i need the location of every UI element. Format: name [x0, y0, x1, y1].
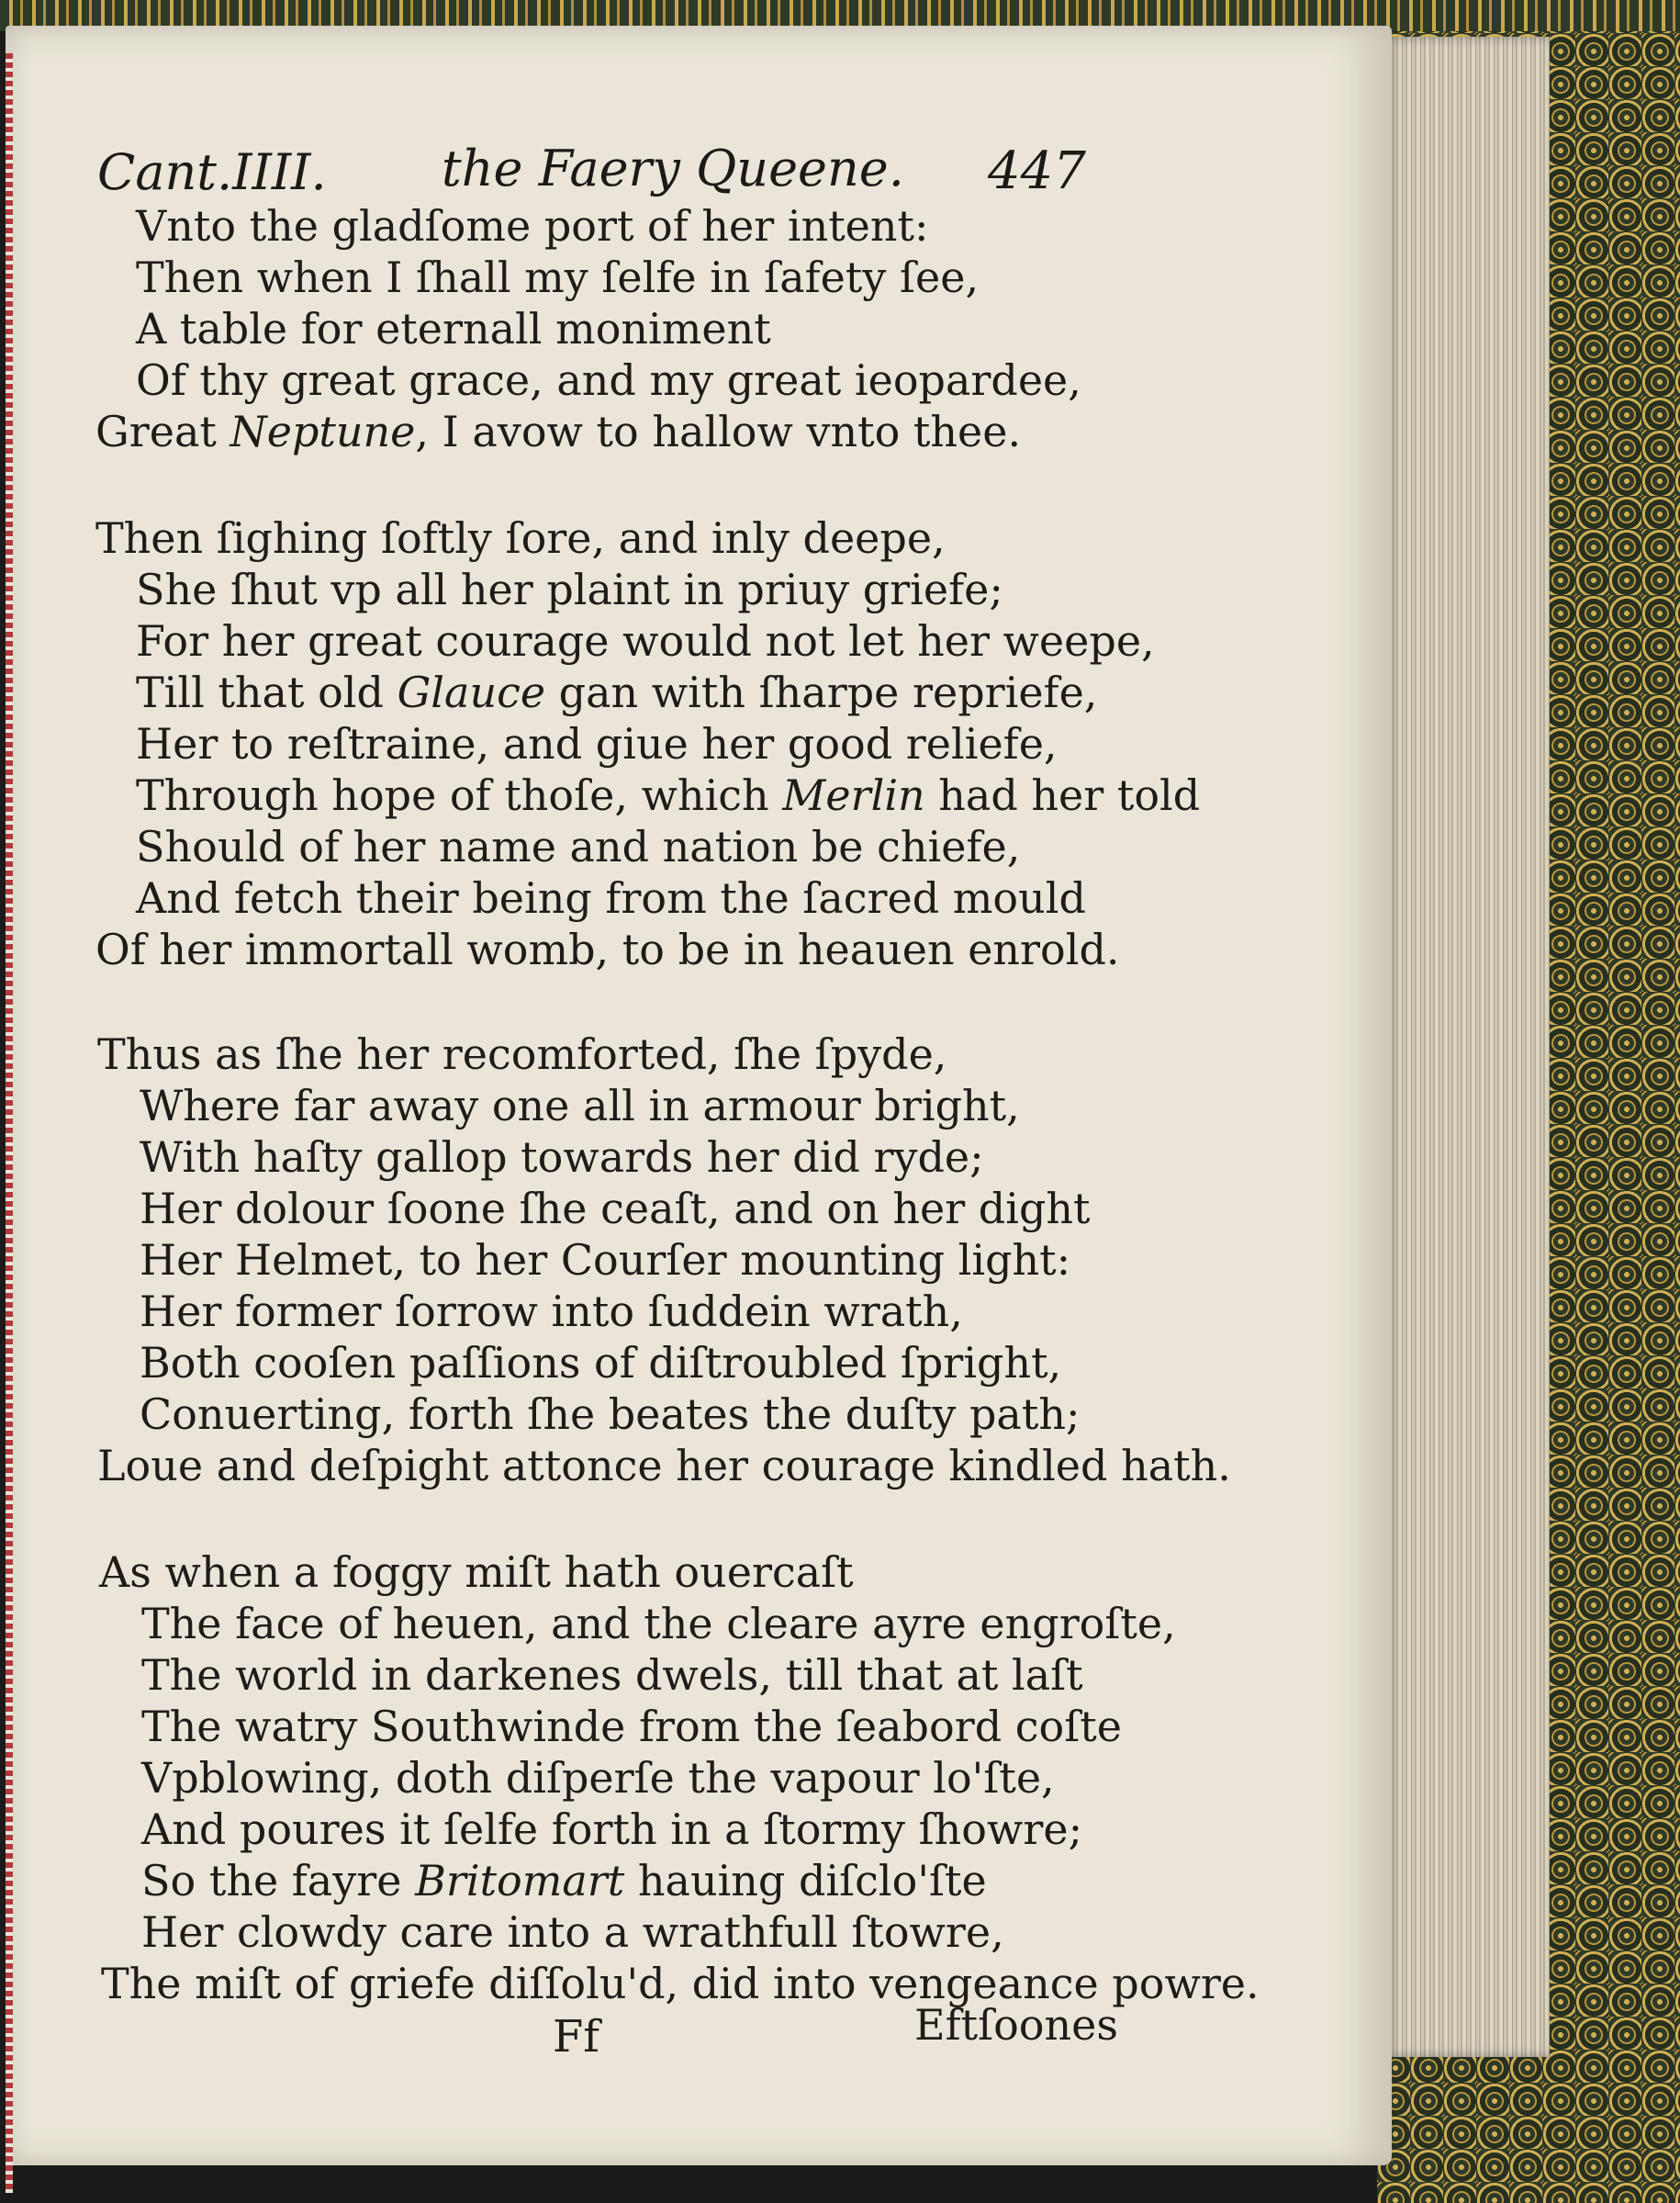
verse-line: Then ſighing ſoftly ſore, and inly deepe,	[95, 513, 946, 563]
verse-line: The face of heuen, and the cleare ayre engroſte,	[141, 1599, 1176, 1648]
verse-line: Great Neptune, I avow to hallow vnto thee.	[95, 407, 1022, 456]
verse-line: Her clowdy care into a wrathfull ſtowre,	[141, 1907, 1004, 1957]
proper-name-italic: Merlin	[782, 770, 925, 820]
verse-line: Both cooſen paſſions of diſtroubled ſpright,	[140, 1338, 1062, 1388]
verse-line: Her former ſorrow into ſuddein wrath,	[140, 1287, 963, 1336]
verse-line: And fetch their being from the ſacred mould	[136, 873, 1086, 923]
book-title: the Faery Queene.	[442, 140, 904, 197]
verse-line: Of thy great grace, and my great ieopardee,	[136, 355, 1081, 405]
verse-line: Her dolour ſoone ſhe ceaſt, and on her dight	[140, 1184, 1091, 1233]
verse-line: Her Helmet, to her Courſer mounting light:	[140, 1235, 1071, 1285]
verse-line: Then when I ſhall my ſelfe in ſafety ſee,	[136, 253, 980, 302]
book-page	[6, 26, 1392, 2165]
verse-line: The world in darkenes dwels, till that at laſt	[141, 1650, 1083, 1700]
verse-line: A table for eternall moniment	[136, 304, 771, 354]
verse-line: Of her immortall womb, to be in heauen enrold.	[95, 925, 1120, 974]
verse-line: She ſhut vp all her plaint in priuy griefe;	[136, 565, 1003, 614]
verse-line: Conuerting, forth ſhe beates the duſty path;	[140, 1389, 1081, 1439]
verse-line: Till that old Glauce gan with ſharpe repriefe,	[136, 668, 1098, 717]
verse-line: Where far away one all in armour bright,	[140, 1081, 1020, 1130]
verse-line: Her to reſtraine, and giue her good reliefe,	[136, 719, 1058, 769]
page-edges	[1384, 37, 1550, 2057]
proper-name-italic: Britomart	[415, 1856, 625, 1905]
catchword: Eftſoones	[914, 2000, 1118, 2050]
verse-line: So the fayre Britomart hauing diſclo'ſte	[141, 1856, 987, 1905]
verse-line: Should of her name and nation be chiefe,	[136, 822, 1021, 871]
signature-mark: Ff	[553, 2011, 600, 2063]
verse-line: As when a foggy miſt hath ouercaſt	[99, 1547, 854, 1597]
verse-line: With haſty gallop towards her did ryde;	[140, 1132, 984, 1182]
page-number: 447	[988, 141, 1086, 201]
red-page-edge	[6, 53, 13, 2193]
verse-line: Vnto the gladſome port of her intent:	[136, 201, 929, 251]
verse-line: Through hope of thoſe, which Merlin had her told	[136, 770, 1201, 820]
verse-line: Loue and deſpight attonce her courage kindled hath.	[97, 1441, 1231, 1490]
verse-line: For her great courage would not let her weepe,	[136, 616, 1155, 666]
verse-line: Vpblowing, doth diſperſe the vapour lo'ſte,	[141, 1753, 1055, 1803]
proper-name-italic: Glauce	[397, 668, 546, 717]
verse-line: The watry Southwinde from the ſeabord coſte	[141, 1702, 1122, 1751]
verse-line: The miſt of griefe diſſolu'd, did into vengeance powre.	[101, 1959, 1260, 2008]
proper-name-italic: Neptune	[230, 407, 416, 456]
verse-line: Thus as ſhe her recomforted, ſhe ſpyde,	[97, 1029, 947, 1079]
canto-label: Cant.IIII.	[97, 143, 327, 201]
verse-line: And poures it ſelfe forth in a ſtormy ſhowre;	[141, 1804, 1083, 1854]
